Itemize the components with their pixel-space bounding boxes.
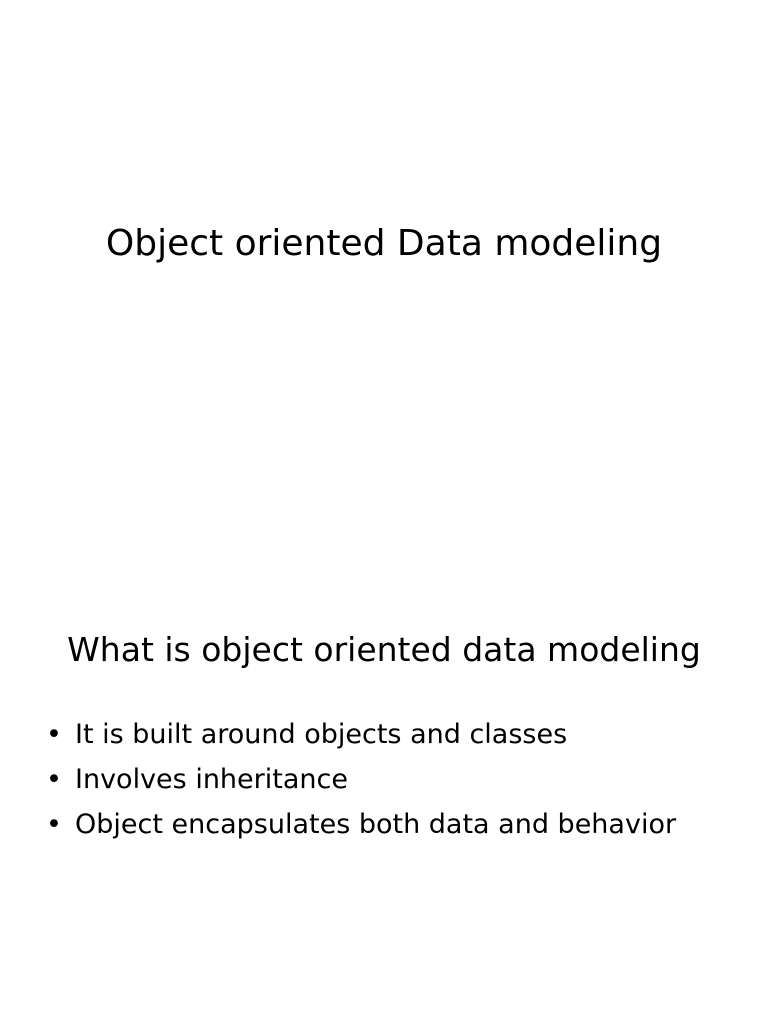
bullet-item (42, 712, 676, 757)
bullet-icon: • (46, 719, 62, 750)
bullet-icon: • (46, 764, 62, 795)
bullet-text: Involves inheritance (75, 764, 348, 795)
bullet-item (42, 757, 676, 802)
bullet-list (42, 712, 676, 847)
bullet-icon: • (46, 809, 62, 840)
bullet-text: It is built around objects and classes (75, 719, 568, 750)
slide-2 (0, 512, 768, 1024)
bullet-item (42, 802, 676, 847)
slide-1-title: Object oriented Data modeling (105, 223, 663, 264)
bullet-text: Object encapsulates both data and behavior (75, 809, 677, 840)
slide-2-title: What is object oriented data modeling (67, 630, 701, 669)
